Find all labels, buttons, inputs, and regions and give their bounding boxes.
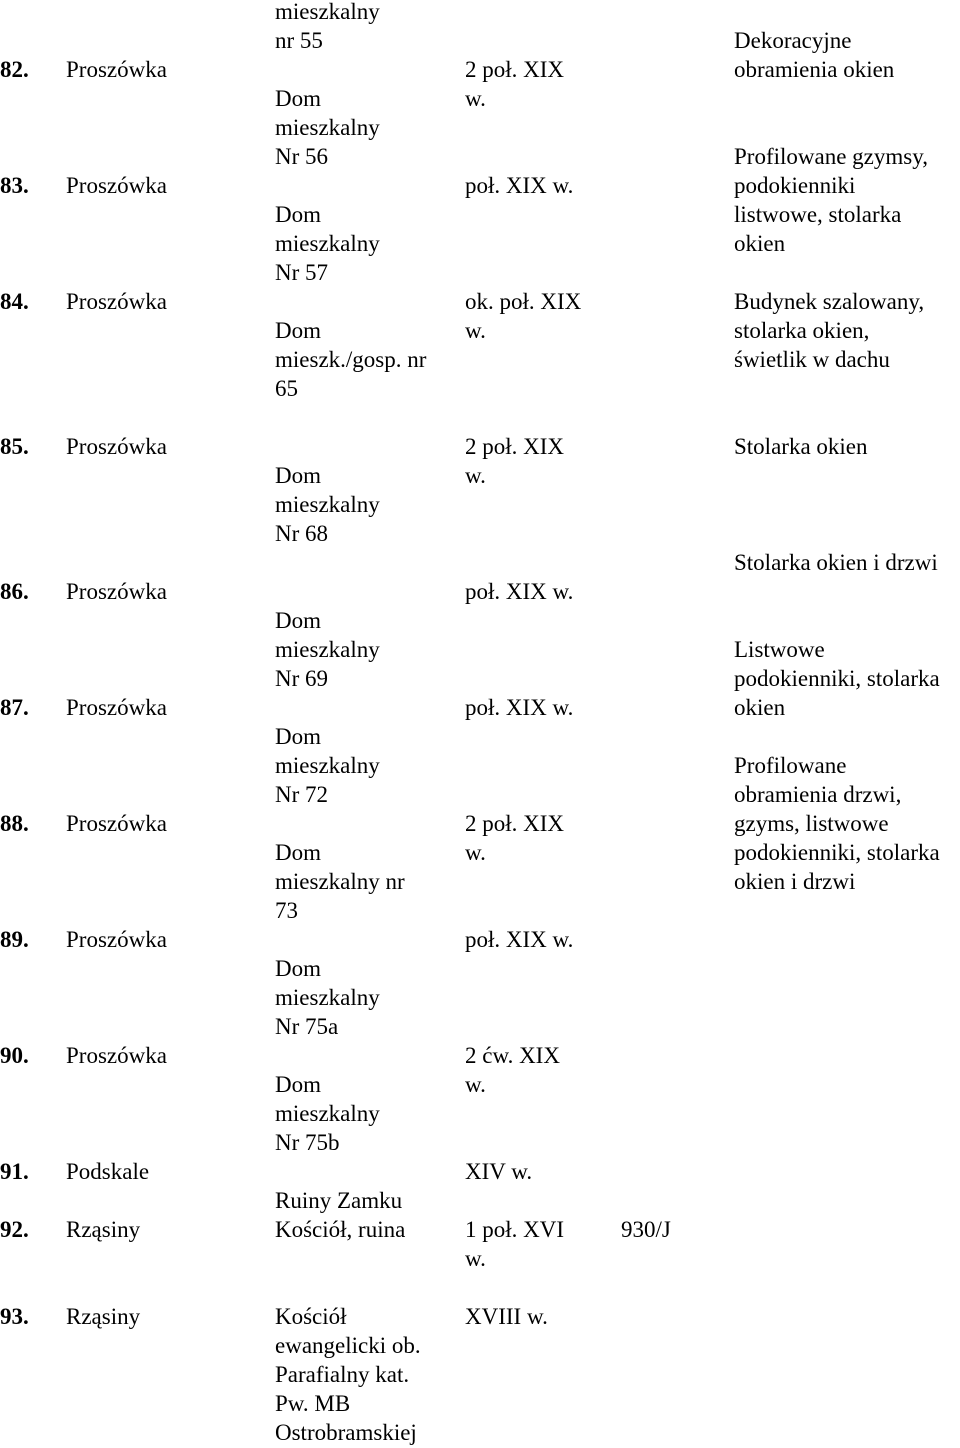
row-number: 93. (0, 1304, 29, 1329)
note-line: Budynek szalowany, (734, 289, 925, 314)
object-line: mieszkalny (275, 637, 380, 662)
row-number: 82. (0, 57, 29, 82)
note-line: stolarka okien, (734, 318, 870, 343)
place-name: Proszówka (66, 57, 167, 82)
row-number: 83. (0, 173, 29, 198)
dating-line: 2 poł. XIX (465, 434, 565, 459)
note-line: Profilowane gzymsy, (734, 144, 928, 169)
note-line: Stolarka okien (734, 434, 868, 459)
row-number: 92. (0, 1217, 29, 1242)
dating-line: poł. XIX w. (465, 579, 574, 604)
note-line: listwowe, stolarka (734, 202, 902, 227)
note-line: obramienia drzwi, (734, 782, 902, 807)
place-name: Proszówka (66, 434, 167, 459)
object-line: mieszk./gosp. nr (275, 347, 427, 372)
dating-line: ok. poł. XIX (465, 289, 582, 314)
place-name: Podskale (66, 1159, 150, 1184)
dating-line: w. (465, 1246, 486, 1271)
row-number: 87. (0, 695, 29, 720)
object-line: Dom (275, 463, 321, 488)
note-line: Listwowe (734, 637, 825, 662)
place-name: Proszówka (66, 289, 167, 314)
note-line: Stolarka okien i drzwi (734, 550, 938, 575)
row-number: 91. (0, 1159, 29, 1184)
note-line: podokienniki, stolarka (734, 840, 940, 865)
note-line: świetlik w dachu (734, 347, 890, 372)
dating-line: 2 ćw. XIX (465, 1043, 560, 1068)
object-line: Dom (275, 724, 321, 749)
row-number: 85. (0, 434, 29, 459)
note-line: obramienia okien (734, 57, 895, 82)
object-line: mieszkalny (275, 231, 380, 256)
dating-line: w. (465, 86, 486, 111)
dating-line: XIV w. (465, 1159, 533, 1184)
note-line: okien (734, 695, 786, 720)
object-line: ewangelicki ob. (275, 1333, 421, 1358)
row-number: 90. (0, 1043, 29, 1068)
object-line: mieszkalny nr (275, 869, 405, 894)
dating-line: w. (465, 1072, 486, 1097)
object-line: Dom (275, 318, 321, 343)
object-line: Dom (275, 956, 321, 981)
dating-line: 2 poł. XIX (465, 57, 565, 82)
object-line: Dom (275, 608, 321, 633)
dating-line: XVIII w. (465, 1304, 548, 1329)
place-name: Proszówka (66, 811, 167, 836)
dating-line: 1 poł. XVI (465, 1217, 565, 1242)
object-line: mieszkalny (275, 753, 380, 778)
object-line: Kościół (275, 1304, 347, 1329)
note-line: Profilowane (734, 753, 847, 778)
note-line: gzyms, listwowe (734, 811, 889, 836)
object-line: Nr 57 (275, 260, 329, 285)
object-line: Pw. MB (275, 1391, 351, 1416)
object-line: Nr 75b (275, 1130, 340, 1155)
note-line: podokienniki, stolarka (734, 666, 940, 691)
place-name: Rząsiny (66, 1217, 141, 1242)
row-number: 88. (0, 811, 29, 836)
row-number: 86. (0, 579, 29, 604)
dating-line: poł. XIX w. (465, 173, 574, 198)
place-name: Proszówka (66, 173, 167, 198)
place-name: Proszówka (66, 695, 167, 720)
object-line: 65 (275, 376, 298, 401)
note-line: okien (734, 231, 786, 256)
place-name: Rząsiny (66, 1304, 141, 1329)
place-name: Proszówka (66, 579, 167, 604)
object-line: mieszkalny (275, 115, 380, 140)
note-line: Dekoracyjne (734, 28, 852, 53)
object-line: Dom (275, 840, 321, 865)
dating-line: 2 poł. XIX (465, 811, 565, 836)
row-number: 89. (0, 927, 29, 952)
row-number: 84. (0, 289, 29, 314)
dating-line: w. (465, 463, 486, 488)
object-line: mieszkalny (275, 1101, 380, 1126)
object-line: Dom (275, 1072, 321, 1097)
register-number: 930/J (621, 1217, 671, 1242)
note-line: podokienniki (734, 173, 856, 198)
object-line: 73 (275, 898, 298, 923)
dating-line: w. (465, 840, 486, 865)
object-line: Dom (275, 202, 321, 227)
object-line: Nr 75a (275, 1014, 339, 1039)
object-line: nr 55 (275, 28, 323, 53)
place-name: Proszówka (66, 1043, 167, 1068)
note-line: okien i drzwi (734, 869, 856, 894)
dating-line: poł. XIX w. (465, 695, 574, 720)
object-line: Nr 56 (275, 144, 329, 169)
object-line: Nr 68 (275, 521, 329, 546)
object-line: mieszkalny (275, 985, 380, 1010)
object-line: Ruiny Zamku (275, 1188, 403, 1213)
object-line: Parafialny kat. (275, 1362, 410, 1387)
object-line: Kościół, ruina (275, 1217, 406, 1242)
object-line: mieszkalny (275, 0, 380, 24)
object-line: mieszkalny (275, 492, 380, 517)
object-line: Dom (275, 86, 321, 111)
object-line: Nr 72 (275, 782, 329, 807)
dating-line: poł. XIX w. (465, 927, 574, 952)
object-line: Ostrobramskiej (275, 1420, 417, 1445)
place-name: Proszówka (66, 927, 167, 952)
dating-line: w. (465, 318, 486, 343)
object-line: Nr 69 (275, 666, 329, 691)
